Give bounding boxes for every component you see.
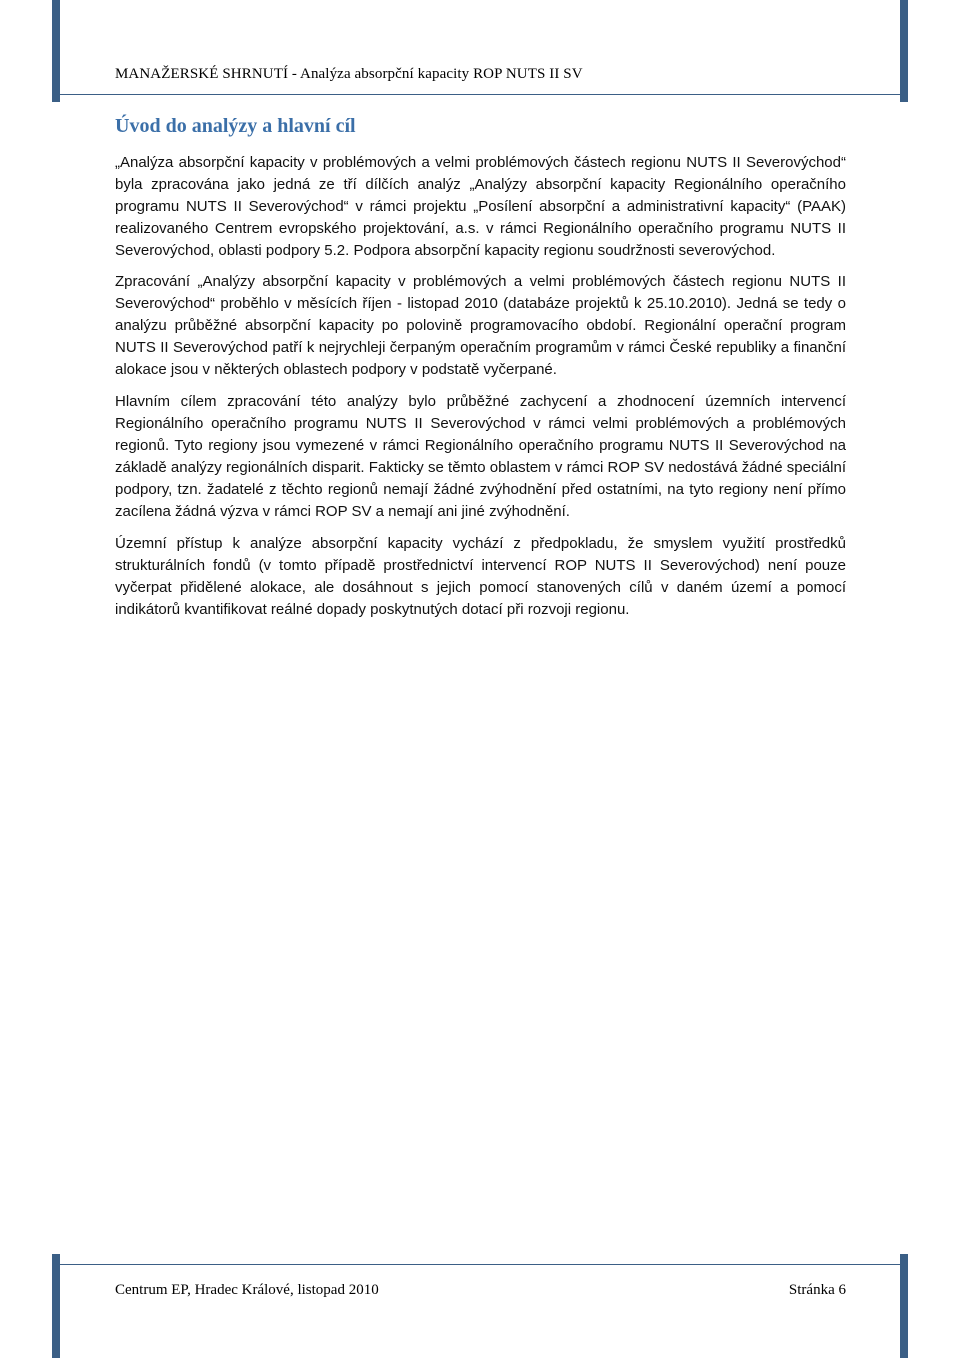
frame-bar-top-left bbox=[52, 0, 60, 102]
footer-divider bbox=[52, 1264, 908, 1265]
paragraph-main-goal: Hlavním cílem zpracování této analýzy bylo průběžné zachycení a zhodnocení územních intervencí Regionálního operačního programu NUTS II Severovýchod v rámci velmi problémových a problémových regionů. Tyto regiony jsou vymezené v rámci Regionálního operačního programu NUTS II Severovýchod na základě analýzy regionálních disparit. Fakticky se těmto oblastem v rámci ROP SV nedostává žádné speciální podpory, tzn. žadatelé z těchto regionů nemají žádné zvýhodnění před ostatními, na tyto regiony není přímo zacílena žádná výzva v rámci ROP SV a nemají ani jiné zvýhodnění. bbox=[115, 393, 846, 520]
header-divider bbox=[52, 94, 908, 95]
frame-bar-top-right bbox=[900, 0, 908, 102]
main-content bbox=[115, 112, 846, 631]
paragraph-processing: Zpracování „Analýzy absorpční kapacity v problémových a velmi problémových částech regionu NUTS II Severovýchod“ proběhlo v měsících říjen - listopad 2010 (databáze projektů k 25.10.2010). Jedná se tedy o analýzu průběžné absorpční kapacity po polovině programovacího období. Regionální operační program NUTS II Severovýchod patří k nejrychleji čerpaným operačním programům v rámci České republiky a finanční alokace jsou v některých oblastech podpory v podstatě vyčerpané. bbox=[115, 273, 846, 378]
frame-bar-bottom-right bbox=[900, 1254, 908, 1358]
running-header: MANAŽERSKÉ SHRNUTÍ - Analýza absorpční kapacity ROP NUTS II SV bbox=[115, 66, 583, 82]
frame-bar-bottom-left bbox=[52, 1254, 60, 1358]
paragraph-territorial-approach: Územní přístup k analýze absorpční kapacity vychází z předpokladu, že smyslem využití prostředků strukturálních fondů (v tomto případě prostřednictví intervencí ROP NUTS II Severovýchod) není pouze vyčerpat přidělené alokace, ale dosáhnout s jejich pomocí stanovených cílů v daném území a pomocí indikátorů kvantifikovat reálné dopady poskytnutých dotací při rozvoji regionu. bbox=[115, 535, 846, 618]
footer-page-number: Stránka 6 bbox=[788, 1282, 846, 1298]
footer-organization: Centrum EP, Hradec Králové, listopad 2010 bbox=[115, 1282, 379, 1298]
paragraph-intro: „Analýza absorpční kapacity v problémových a velmi problémových částech regionu NUTS II Severovýchod“ byla zpracována jako jedná ze tří dílčích analýz „Analýzy absorpční kapacity Regionálního operačního programu NUTS II Severovýchod“ v rámci projektu „Posílení absorpční a administrativní kapacity“ (PAAK) realizovaného Centrem evropského projektování, a.s. v rámci Regionálního operačního programu NUTS II Severovýchod, oblasti podpory 5.2. Podpora absorpční kapacity regionu soudržnosti severovýchod. bbox=[115, 154, 846, 259]
section-title: Úvod do analýzy a hlavní cíl bbox=[115, 115, 356, 137]
